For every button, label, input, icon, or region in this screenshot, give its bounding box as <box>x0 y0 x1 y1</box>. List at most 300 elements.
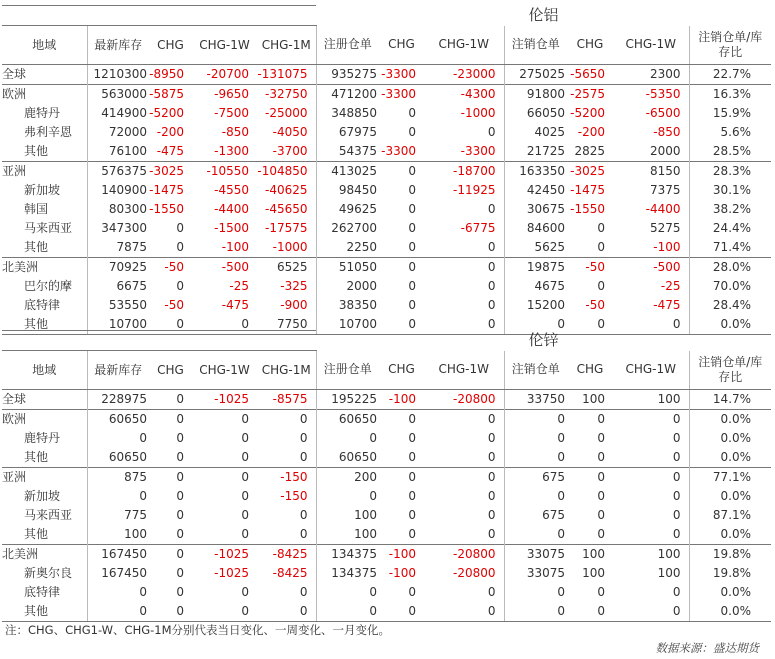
region-name: 新加坡 <box>24 183 61 197</box>
cell-value: 21725 <box>504 142 567 162</box>
table-row <box>2 564 771 583</box>
region-name: 马来西亚 <box>24 221 73 235</box>
cell-value: -2575 <box>567 85 613 105</box>
region-name: 亚洲 <box>2 468 87 488</box>
cell-value: 0.0% <box>689 602 771 622</box>
cell-value: 5625 <box>504 238 567 258</box>
cell-value: 7750 <box>257 315 316 335</box>
cell-value: 42450 <box>504 181 567 200</box>
cell-value: 0 <box>613 468 689 488</box>
cell-value: 348850 <box>316 104 379 123</box>
cell-value: 0 <box>424 410 504 430</box>
cell-value: -25 <box>660 279 681 293</box>
cell-value: -200 <box>156 125 184 139</box>
cell-value: 19875 <box>504 258 567 278</box>
cell-value: -50 <box>164 298 184 312</box>
cell-value: 0 <box>504 583 567 602</box>
region-name: 新加坡 <box>24 489 61 503</box>
cell-value: -100 <box>653 240 681 254</box>
cell-value: 87.1% <box>689 506 771 525</box>
cell-value: 1210300 <box>87 65 149 85</box>
cell-value: 0 <box>149 602 192 622</box>
column-header: 注销仓单 <box>504 26 567 65</box>
cell-value: -131075 <box>257 65 316 85</box>
cell-value: 0 <box>613 315 689 335</box>
cell-value: 84600 <box>504 219 567 238</box>
cell-value: 8150 <box>613 162 689 182</box>
cell-value: 28.3% <box>689 162 771 182</box>
column-header: CHG-1W <box>192 351 257 390</box>
cell-value: 0.0% <box>689 315 771 335</box>
cell-value: 0 <box>408 183 416 197</box>
cell-value: 80300 <box>87 200 149 219</box>
cell-value: 24.4% <box>689 219 771 238</box>
cell-value: -20800 <box>424 390 504 410</box>
cell-value: 0 <box>408 489 416 503</box>
cell-value: 0 <box>504 429 567 448</box>
cell-value: -325 <box>280 279 308 293</box>
table-row <box>2 429 771 448</box>
data-source: 数据来源：盛达期货 <box>655 641 759 655</box>
cell-value: 33750 <box>504 390 567 410</box>
cell-value: 0 <box>379 315 424 335</box>
cell-value: 0 <box>408 240 416 254</box>
cell-value: -100 <box>221 240 249 254</box>
cell-value: 0 <box>316 429 379 448</box>
cell-value: -500 <box>613 258 689 278</box>
cell-value: 0 <box>299 431 308 445</box>
cell-value: 0 <box>176 431 184 445</box>
table-row <box>2 277 771 296</box>
cell-value: -20700 <box>192 65 257 85</box>
header-row <box>2 351 771 390</box>
cell-value: 49625 <box>316 200 379 219</box>
cell-value: 140900 <box>87 181 149 200</box>
region-name: 弗利辛恩 <box>24 125 73 139</box>
cell-value: 0 <box>504 315 567 335</box>
cell-value: 70925 <box>87 258 149 278</box>
cell-value: 28.4% <box>689 296 771 315</box>
cell-value: 0 <box>192 410 257 430</box>
cell-value: 7875 <box>87 238 149 258</box>
table-row <box>2 545 771 565</box>
region-name: 鹿特丹 <box>24 431 61 445</box>
cell-value: 100 <box>582 566 605 580</box>
cell-value: 77.1% <box>689 468 771 488</box>
cell-value: 51050 <box>316 258 379 278</box>
cell-value: -6500 <box>645 106 681 120</box>
cell-value: -8425 <box>272 566 308 580</box>
table-title: 伦铝 <box>528 6 559 24</box>
cell-value: 0 <box>316 583 379 602</box>
cell-value: 0 <box>87 583 149 602</box>
cell-value: -7500 <box>214 106 249 120</box>
cell-value: 0 <box>408 585 416 599</box>
cell-value: 0 <box>408 298 416 312</box>
table-title-row <box>2 331 771 351</box>
cell-value: -20800 <box>452 566 496 580</box>
cell-value: -475 <box>221 298 249 312</box>
cell-value: 0 <box>408 221 416 235</box>
cell-value: -18700 <box>424 162 504 182</box>
cell-value: 0 <box>504 448 567 468</box>
column-header: CHG-1W <box>613 351 689 390</box>
cell-value: 0 <box>379 468 424 488</box>
cell-value: -475 <box>156 144 184 158</box>
footnote: 注：CHG、CHG1-W、CHG-1M分别代表当日变化、一周变化、一月变化。 <box>5 623 391 637</box>
cell-value: 0 <box>149 410 192 430</box>
cell-value: 19.8% <box>689 564 771 583</box>
cell-value: 100 <box>613 545 689 565</box>
cell-value: 0 <box>176 279 184 293</box>
cell-value: -200 <box>577 125 605 139</box>
cell-value: 66050 <box>504 104 567 123</box>
cell-value: 60650 <box>87 448 149 468</box>
cell-value: 10700 <box>87 315 149 335</box>
cell-value: 775 <box>87 506 149 525</box>
cell-value: 30.1% <box>689 181 771 200</box>
cell-value: 38.2% <box>689 200 771 219</box>
cell-value: -5650 <box>567 65 613 85</box>
region-name: 北美洲 <box>2 258 87 278</box>
cell-value: 0 <box>487 431 496 445</box>
region-name: 其他 <box>24 450 49 464</box>
cell-value: 0.0% <box>689 429 771 448</box>
cell-value: 0 <box>567 315 613 335</box>
cell-value: -1025 <box>214 566 249 580</box>
cell-value: 0 <box>487 279 496 293</box>
cell-value: 100 <box>613 390 689 410</box>
table-row <box>2 219 771 238</box>
cell-value: -5875 <box>149 85 192 105</box>
cell-value: 72000 <box>87 123 149 142</box>
table-row <box>2 181 771 200</box>
cell-value: 0 <box>299 585 308 599</box>
cell-value: 0 <box>176 585 184 599</box>
cell-value: 6675 <box>87 277 149 296</box>
cell-value: 7375 <box>649 183 681 197</box>
cell-value: 2825 <box>574 144 605 158</box>
region-name: 其他 <box>24 527 49 541</box>
cell-value: -150 <box>280 489 308 503</box>
cell-value: 0 <box>299 527 308 541</box>
cell-value: 0 <box>87 429 149 448</box>
cell-value: 200 <box>316 468 379 488</box>
cell-value: 0 <box>299 450 308 464</box>
cell-value: 0 <box>87 602 149 622</box>
cell-value: 4025 <box>504 123 567 142</box>
cell-value: -5200 <box>570 106 605 120</box>
cell-value: 30675 <box>504 200 567 219</box>
cell-value: 2250 <box>316 238 379 258</box>
cell-value: 0 <box>487 298 496 312</box>
cell-value: -4050 <box>272 125 308 139</box>
cell-value: -20800 <box>424 545 504 565</box>
cell-value: 471200 <box>316 85 379 105</box>
cell-value: 0 <box>487 240 496 254</box>
cell-value: -4550 <box>214 183 249 197</box>
cell-value: -150 <box>257 468 316 488</box>
region-name: 其他 <box>24 144 49 158</box>
cell-value: 0 <box>424 315 504 335</box>
cell-value: -475 <box>653 298 681 312</box>
cell-value: 60650 <box>87 410 149 430</box>
cell-value: 0 <box>241 450 249 464</box>
cell-value: 0 <box>597 508 605 522</box>
region-name: 欧洲 <box>2 410 87 430</box>
cell-value: -1550 <box>570 202 605 216</box>
column-header: 注册仓单 <box>316 26 379 65</box>
cell-value: 33075 <box>504 564 567 583</box>
cell-value: 0 <box>504 410 567 430</box>
region-name: 其他 <box>2 602 87 622</box>
column-header: CHG-1W <box>192 26 257 65</box>
cell-value: -900 <box>280 298 308 312</box>
cell-value: -1550 <box>149 202 184 216</box>
cell-value: 0 <box>149 390 192 410</box>
cell-value: -100 <box>379 545 424 565</box>
cell-value: -4400 <box>214 202 249 216</box>
column-header: 最新库存 <box>87 26 149 65</box>
cell-value: -3300 <box>379 65 424 85</box>
cell-value: 0 <box>176 489 184 503</box>
cell-value: -25000 <box>264 106 308 120</box>
cell-value: 0 <box>408 527 416 541</box>
cell-value: 0 <box>567 410 613 430</box>
region-name: 韩国 <box>24 202 49 216</box>
cell-value: 0 <box>379 258 424 278</box>
cell-value: 100 <box>316 525 379 545</box>
cell-value: 0 <box>192 602 257 622</box>
cell-value: 71.4% <box>689 238 771 258</box>
region-name: 鹿特丹 <box>24 106 61 120</box>
region-name: 新奥尔良 <box>24 566 73 580</box>
table-row <box>2 123 771 142</box>
cell-value: -500 <box>192 258 257 278</box>
cell-value: -50 <box>149 258 192 278</box>
cell-value: 100 <box>567 545 613 565</box>
table-row <box>2 448 771 468</box>
cell-value: 275025 <box>504 65 567 85</box>
cell-value: -850 <box>221 125 249 139</box>
cell-value: -40625 <box>264 183 308 197</box>
cell-value: -9650 <box>192 85 257 105</box>
cell-value: 0 <box>241 489 249 503</box>
cell-value: 0 <box>613 410 689 430</box>
column-header: 最新库存 <box>87 351 149 390</box>
cell-value: -32750 <box>257 85 316 105</box>
table-row <box>2 602 771 622</box>
cell-value: 0 <box>379 410 424 430</box>
cell-value: 100 <box>657 566 681 580</box>
region-name: 全球 <box>2 390 87 410</box>
cell-value: 15200 <box>504 296 567 315</box>
cell-value: -5200 <box>149 106 184 120</box>
cell-value: 0 <box>597 585 605 599</box>
cell-value: 0 <box>424 258 504 278</box>
cell-value: 134375 <box>316 564 379 583</box>
column-header: CHG <box>567 351 613 390</box>
cell-value: 0 <box>408 279 416 293</box>
cell-value: 0 <box>424 468 504 488</box>
cell-value: 53550 <box>87 296 149 315</box>
cell-value: 0 <box>504 525 567 545</box>
cell-value: 4675 <box>504 277 567 296</box>
cell-value: -104850 <box>257 162 316 182</box>
table-row <box>2 468 771 488</box>
column-header: 地域 <box>2 351 87 390</box>
cell-value: 0 <box>87 487 149 506</box>
cell-value: 0.0% <box>689 410 771 430</box>
table-row <box>2 390 771 410</box>
cell-value: 935275 <box>316 65 379 85</box>
cell-value: -11925 <box>452 183 496 197</box>
table-row <box>2 410 771 430</box>
column-header: 注销仓单 <box>504 351 567 390</box>
cell-value: -3025 <box>149 162 192 182</box>
column-header: CHG-1W <box>424 351 504 390</box>
table-row <box>2 583 771 602</box>
cell-value: 67975 <box>316 123 379 142</box>
cell-value: 0 <box>257 410 316 430</box>
cell-value: 0 <box>597 431 605 445</box>
cell-value: 2300 <box>613 65 689 85</box>
cell-value: 228975 <box>87 390 149 410</box>
cell-value: 675 <box>504 506 567 525</box>
table-row <box>2 65 771 85</box>
column-header: CHG <box>149 26 192 65</box>
cell-value: 0 <box>408 431 416 445</box>
column-header: CHG <box>567 26 613 65</box>
cell-value: 0 <box>316 602 379 622</box>
cell-value: 0 <box>597 450 605 464</box>
cell-value: 0 <box>408 508 416 522</box>
cell-value: -1025 <box>192 390 257 410</box>
column-header: CHG-1W <box>613 26 689 65</box>
cell-value: -3300 <box>460 144 496 158</box>
region-name: 北美洲 <box>2 545 87 565</box>
cell-value: 0 <box>176 508 184 522</box>
cell-value: -50 <box>567 258 613 278</box>
cell-value: 70.0% <box>689 277 771 296</box>
table-row <box>2 238 771 258</box>
cell-value: 163350 <box>504 162 567 182</box>
cell-value: 0.0% <box>689 525 771 545</box>
cell-value: -1000 <box>272 240 308 254</box>
cell-value: 0 <box>672 508 681 522</box>
cell-value: 10700 <box>316 315 379 335</box>
cell-value: 22.7% <box>689 65 771 85</box>
cell-value: -4400 <box>645 202 681 216</box>
table-title: 伦锌 <box>528 331 559 349</box>
cell-value: 54375 <box>316 142 379 162</box>
cell-value: 0 <box>487 450 496 464</box>
cell-value: -3700 <box>272 144 308 158</box>
cell-value: 0 <box>487 202 496 216</box>
title-spacer <box>2 331 316 351</box>
table-row <box>2 104 771 123</box>
cell-value: 100 <box>567 390 613 410</box>
cell-value: -8425 <box>257 545 316 565</box>
cell-value: 0.0% <box>689 448 771 468</box>
cell-value: 91800 <box>504 85 567 105</box>
cell-value: 28.0% <box>689 258 771 278</box>
cell-value: -3300 <box>379 85 424 105</box>
table-row <box>2 487 771 506</box>
table-row <box>2 200 771 219</box>
region-name: 巴尔的摩 <box>24 279 73 293</box>
cell-value: 0 <box>408 106 416 120</box>
table-row <box>2 296 771 315</box>
cell-value: 0 <box>487 508 496 522</box>
cell-value: 167450 <box>87 545 149 565</box>
cell-value: -50 <box>585 298 605 312</box>
cell-value: 413025 <box>316 162 379 182</box>
cell-value: 0 <box>149 468 192 488</box>
cell-value: 0 <box>176 240 184 254</box>
cell-value: 0 <box>424 602 504 622</box>
cell-value: 19.8% <box>689 545 771 565</box>
cell-value: -100 <box>379 390 424 410</box>
column-header: 注销仓单/库存比 <box>689 26 771 65</box>
cell-value: -100 <box>388 566 416 580</box>
cell-value: 134375 <box>316 545 379 565</box>
cell-value: -850 <box>653 125 681 139</box>
cell-value: 0 <box>504 487 567 506</box>
cell-value: 0 <box>672 489 681 503</box>
title-spacer <box>2 6 316 26</box>
cell-value: 14.7% <box>689 390 771 410</box>
cell-value: 0 <box>672 431 681 445</box>
region-name: 其他 <box>2 315 87 335</box>
column-header: CHG <box>379 26 424 65</box>
cell-value: 0 <box>192 468 257 488</box>
cell-value: 0 <box>408 125 416 139</box>
cell-value: 262700 <box>316 219 379 238</box>
cell-value: 38350 <box>316 296 379 315</box>
cell-value: 0 <box>613 602 689 622</box>
cell-value: 76100 <box>87 142 149 162</box>
table-row <box>2 258 771 278</box>
cell-value: -17575 <box>264 221 308 235</box>
cell-value: -3300 <box>381 144 416 158</box>
table-title-row <box>2 6 771 26</box>
cell-value: 0 <box>257 602 316 622</box>
column-header: CHG <box>149 351 192 390</box>
cell-value: -4300 <box>424 85 504 105</box>
cell-value: 0 <box>176 450 184 464</box>
region-name: 其他 <box>24 240 49 254</box>
cell-value: 5275 <box>649 221 681 235</box>
column-header: 注销仓单/库存比 <box>689 351 771 390</box>
cell-value: 28.5% <box>689 142 771 162</box>
region-name: 全球 <box>2 65 87 85</box>
cell-value: 167450 <box>87 564 149 583</box>
cell-value: 100 <box>316 506 379 525</box>
cell-value: 0 <box>316 487 379 506</box>
cell-value: 60650 <box>316 448 379 468</box>
table-row <box>2 506 771 525</box>
cell-value: -45650 <box>264 202 308 216</box>
cell-value: 0.0% <box>689 583 771 602</box>
cell-value: -23000 <box>424 65 504 85</box>
cell-value: 0 <box>672 585 681 599</box>
cell-value: 675 <box>504 468 567 488</box>
cell-value: 0 <box>379 162 424 182</box>
column-header: CHG-1M <box>257 26 316 65</box>
region-name: 亚洲 <box>2 162 87 182</box>
column-header: 地域 <box>2 26 87 65</box>
